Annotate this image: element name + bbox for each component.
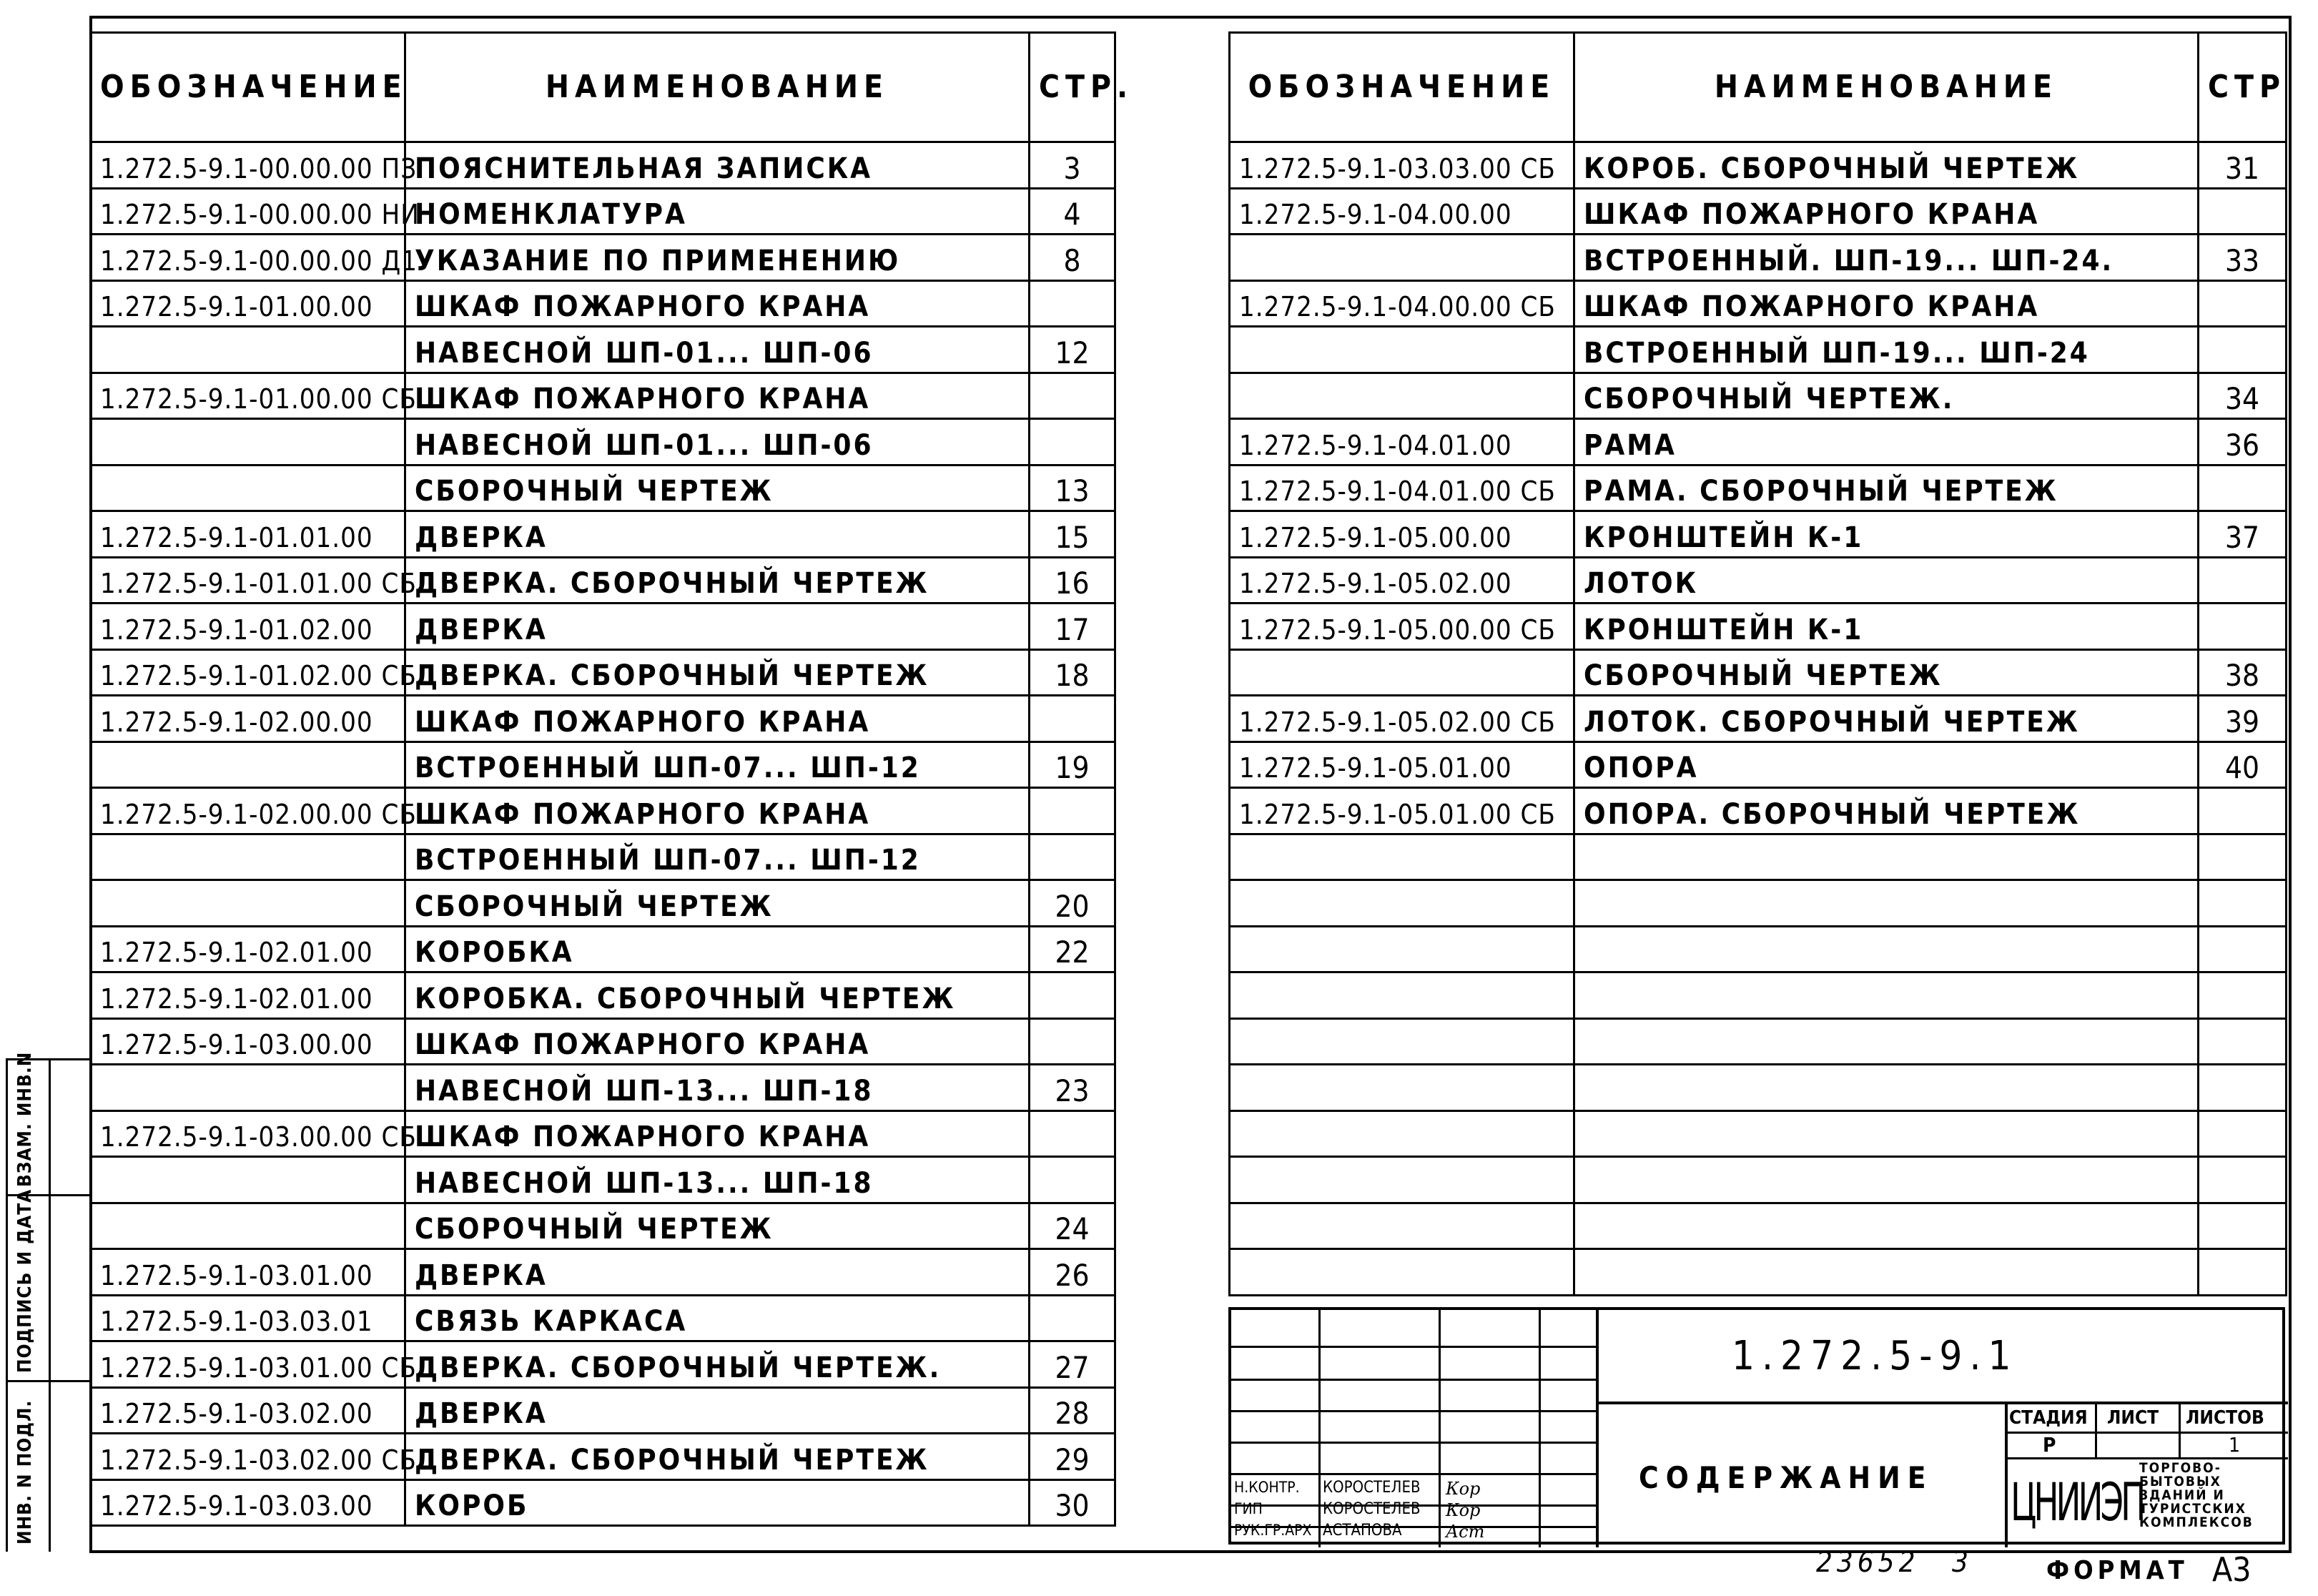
toc-row: [91, 142, 1115, 189]
row-page: 8: [1030, 235, 1115, 281]
row-designation: [1230, 1065, 1574, 1111]
row-page: [1030, 972, 1115, 1019]
signer-signature: Аст: [1446, 1522, 1485, 1542]
row-designation: 1.272.5-9.1-03.02.00: [91, 1387, 405, 1434]
row-name: ДВЕРКА: [405, 511, 1030, 558]
row-page: [1030, 1110, 1115, 1157]
toc-row: [1230, 926, 2287, 972]
row-name: СБОРОЧНЫЙ ЧЕРТЕЖ: [1574, 649, 2199, 696]
row-page: 15: [1030, 511, 1115, 558]
row-designation: 1.272.5-9.1-03.03.00: [91, 1479, 405, 1526]
toc-row: [1230, 788, 2287, 834]
toc-row: [91, 1341, 1115, 1388]
row-designation: [91, 1157, 405, 1203]
toc-row: [1230, 880, 2287, 927]
row-name: РАМА: [1574, 419, 2199, 466]
approval-strip: [6, 1051, 92, 1552]
toc-table-right: [1228, 31, 2287, 1296]
row-page: [2199, 604, 2287, 650]
row-name: [1574, 1249, 2199, 1296]
row-name: [1574, 880, 2199, 927]
row-designation: 1.272.5-9.1-03.00.00: [91, 1018, 405, 1065]
row-page: [1030, 419, 1115, 466]
row-name: УКАЗАНИЕ ПО ПРИМЕНЕНИЮ: [405, 235, 1030, 281]
row-name: ШКАФ ПОЖАРНОГО КРАНА: [405, 373, 1030, 419]
toc-body-left: [91, 142, 1115, 1526]
row-name: СБОРОЧНЫЙ ЧЕРТЕЖ: [405, 465, 1030, 511]
toc-row: [91, 1387, 1115, 1434]
row-name: ВСТРОЕННЫЙ ШП-07... ШП-12: [405, 742, 1030, 788]
toc-row: [1230, 1249, 2287, 1296]
row-designation: 1.272.5-9.1-01.02.00: [91, 604, 405, 650]
row-page: 29: [1030, 1434, 1115, 1480]
row-designation: 1.272.5-9.1-03.03.00 СБ: [1230, 142, 1574, 189]
row-name: ВСТРОЕННЫЙ ШП-07... ШП-12: [405, 834, 1030, 880]
stage-value: Р: [2043, 1433, 2056, 1457]
toc-row: [91, 465, 1115, 511]
row-designation: 1.272.5-9.1-05.02.00: [1230, 557, 1574, 604]
row-page: [2199, 1203, 2287, 1249]
row-name: ДВЕРКА. СБОРОЧНЫЙ ЧЕРТЕЖ.: [405, 1341, 1030, 1388]
row-designation: [91, 419, 405, 466]
row-name: ШКАФ ПОЖАРНОГО КРАНА: [1574, 188, 2199, 235]
toc-row: [1230, 834, 2287, 880]
row-name: СБОРОЧНЫЙ ЧЕРТЕЖ: [405, 1203, 1030, 1249]
row-page: 17: [1030, 604, 1115, 650]
row-page: 4: [1030, 188, 1115, 235]
row-designation: 1.272.5-9.1-01.01.00 СБ: [91, 557, 405, 604]
toc-row: [91, 649, 1115, 696]
row-designation: [1230, 972, 1574, 1019]
row-designation: [1230, 327, 1574, 373]
row-page: [1030, 834, 1115, 880]
row-name: ВСТРОЕННЫЙ ШП-19... ШП-24: [1574, 327, 2199, 373]
toc-row: [1230, 1110, 2287, 1157]
sheet-reference: 3: [1952, 1546, 1968, 1579]
toc-row: [1230, 465, 2287, 511]
row-name: ДВЕРКА. СБОРОЧНЫЙ ЧЕРТЕЖ: [405, 1434, 1030, 1480]
signer-name: КОРОСТЕЛЕВ: [1323, 1479, 1421, 1497]
toc-row: [1230, 188, 2287, 235]
row-designation: 1.272.5-9.1-04.01.00: [1230, 419, 1574, 466]
row-page: 23: [1030, 1065, 1115, 1111]
row-name: НАВЕСНОЙ ШП-01... ШП-06: [405, 419, 1030, 466]
row-designation: 1.272.5-9.1-05.00.00 СБ: [1230, 604, 1574, 650]
org-name-line: ЗДАНИЙ И: [2139, 1487, 2225, 1503]
row-designation: 1.272.5-9.1-02.01.00: [91, 972, 405, 1019]
signer-signature: Кор: [1446, 1500, 1481, 1520]
row-designation: 1.272.5-9.1-00.00.00 ПЗ: [91, 142, 405, 189]
toc-row: [1230, 1203, 2287, 1249]
row-designation: 1.272.5-9.1-02.00.00: [91, 696, 405, 742]
row-page: 37: [2199, 511, 2287, 558]
toc-row: [1230, 649, 2287, 696]
document-code: 1.272.5-9.1: [1732, 1333, 2018, 1379]
row-designation: [1230, 1249, 1574, 1296]
toc-row: [91, 604, 1115, 650]
row-designation: 1.272.5-9.1-03.03.01: [91, 1295, 405, 1341]
header-page: СТР: [2199, 33, 2287, 142]
row-page: 20: [1030, 880, 1115, 927]
row-name: [1574, 1110, 2199, 1157]
row-page: [1030, 280, 1115, 327]
row-page: 18: [1030, 649, 1115, 696]
row-page: [1030, 1018, 1115, 1065]
row-designation: 1.272.5-9.1-01.02.00 СБ: [91, 649, 405, 696]
toc-row: [91, 235, 1115, 281]
row-page: [2199, 1110, 2287, 1157]
row-name: КРОНШТЕЙН К-1: [1574, 604, 2199, 650]
row-page: 22: [1030, 926, 1115, 972]
row-designation: 1.272.5-9.1-05.02.00 СБ: [1230, 696, 1574, 742]
row-designation: [1230, 649, 1574, 696]
row-designation: [91, 327, 405, 373]
row-designation: [1230, 1018, 1574, 1065]
row-designation: 1.272.5-9.1-01.01.00: [91, 511, 405, 558]
row-page: 30: [1030, 1479, 1115, 1526]
row-name: СБОРОЧНЫЙ ЧЕРТЕЖ.: [1574, 373, 2199, 419]
toc-row: [91, 880, 1115, 927]
toc-row: [91, 557, 1115, 604]
row-designation: 1.272.5-9.1-03.01.00: [91, 1249, 405, 1296]
row-name: ОПОРА. СБОРОЧНЫЙ ЧЕРТЕЖ: [1574, 788, 2199, 834]
toc-row: [91, 1203, 1115, 1249]
row-name: ПОЯСНИТЕЛЬНАЯ ЗАПИСКА: [405, 142, 1030, 189]
signer-role: ГИП: [1234, 1500, 1263, 1517]
row-designation: [91, 1203, 405, 1249]
row-page: [1030, 1295, 1115, 1341]
row-page: [2199, 880, 2287, 927]
row-designation: [1230, 373, 1574, 419]
row-name: ШКАФ ПОЖАРНОГО КРАНА: [405, 1018, 1030, 1065]
toc-row: [91, 788, 1115, 834]
row-name: [1574, 1065, 2199, 1111]
row-name: ОПОРА: [1574, 742, 2199, 788]
row-name: ШКАФ ПОЖАРНОГО КРАНА: [405, 696, 1030, 742]
row-designation: [1230, 1157, 1574, 1203]
toc-row: [1230, 280, 2287, 327]
row-designation: 1.272.5-9.1-01.00.00: [91, 280, 405, 327]
toc-row: [1230, 235, 2287, 281]
row-name: ВСТРОЕННЫЙ. ШП-19... ШП-24.: [1574, 235, 2199, 281]
row-page: [2199, 557, 2287, 604]
row-designation: [91, 742, 405, 788]
signers-grid: [1231, 1473, 1596, 1547]
row-page: [2199, 1065, 2287, 1111]
toc-row: [91, 696, 1115, 742]
signer-role: РУК.ГР.АРХ: [1234, 1522, 1312, 1539]
row-page: [1030, 788, 1115, 834]
signer-role: Н.КОНТР.: [1234, 1479, 1300, 1496]
row-name: [1574, 1203, 2199, 1249]
row-page: 34: [2199, 373, 2287, 419]
row-designation: [1230, 926, 1574, 972]
row-page: 39: [2199, 696, 2287, 742]
toc-row: [91, 1157, 1115, 1203]
org-name-line: КОМПЛЕКСОВ: [2139, 1514, 2254, 1530]
row-designation: 1.272.5-9.1-05.00.00: [1230, 511, 1574, 558]
signer-name: АСТАПОВА: [1323, 1522, 1402, 1540]
sheet-label: ЛИСТ: [2107, 1407, 2159, 1429]
row-page: 13: [1030, 465, 1115, 511]
toc-row: [91, 1295, 1115, 1341]
row-page: [2199, 788, 2287, 834]
row-designation: 1.272.5-9.1-01.00.00 СБ: [91, 373, 405, 419]
row-designation: [1230, 834, 1574, 880]
row-designation: 1.272.5-9.1-04.01.00 СБ: [1230, 465, 1574, 511]
row-page: 26: [1030, 1249, 1115, 1296]
org-name-line: БЫТОВЫХ: [2139, 1474, 2221, 1489]
row-name: КОРОБКА. СБОРОЧНЫЙ ЧЕРТЕЖ: [405, 972, 1030, 1019]
header-designation: ОБОЗНАЧЕНИЕ: [91, 33, 405, 142]
toc-row: [91, 327, 1115, 373]
row-page: 19: [1030, 742, 1115, 788]
row-name: КРОНШТЕЙН К-1: [1574, 511, 2199, 558]
row-page: [2199, 1249, 2287, 1296]
strip-cell-border: [6, 1380, 92, 1382]
toc-row: [91, 1479, 1115, 1526]
toc-row: [91, 280, 1115, 327]
row-designation: 1.272.5-9.1-03.02.00 СБ: [91, 1434, 405, 1480]
toc-row: [91, 1249, 1115, 1296]
row-designation: 1.272.5-9.1-00.00.00 НИ: [91, 188, 405, 235]
row-name: ЛОТОК. СБОРОЧНЫЙ ЧЕРТЕЖ: [1574, 696, 2199, 742]
toc-row: [1230, 1018, 2287, 1065]
row-page: 31: [2199, 142, 2287, 189]
row-page: 36: [2199, 419, 2287, 466]
row-name: ДВЕРКА: [405, 1249, 1030, 1296]
toc-row: [1230, 327, 2287, 373]
row-page: 16: [1030, 557, 1115, 604]
row-name: КОРОБКА: [405, 926, 1030, 972]
row-page: [2199, 834, 2287, 880]
row-name: СВЯЗЬ КАРКАСА: [405, 1295, 1030, 1341]
row-name: ДВЕРКА. СБОРОЧНЫЙ ЧЕРТЕЖ: [405, 557, 1030, 604]
format-label: ФОРМАТ: [2046, 1556, 2189, 1585]
inv-vzam-label: ВЗАМ. ИНВ.N: [14, 1051, 36, 1187]
toc-row: [1230, 972, 2287, 1019]
toc-row: [1230, 604, 2287, 650]
toc-header-row: [91, 33, 1115, 142]
toc-row: [91, 373, 1115, 419]
toc-row: [91, 1065, 1115, 1111]
toc-row: [91, 1110, 1115, 1157]
row-designation: 1.272.5-9.1-00.00.00 Д1: [91, 235, 405, 281]
row-name: ШКАФ ПОЖАРНОГО КРАНА: [405, 280, 1030, 327]
row-name: НАВЕСНОЙ ШП-13... ШП-18: [405, 1157, 1030, 1203]
row-designation: 1.272.5-9.1-03.00.00 СБ: [91, 1110, 405, 1157]
row-page: 38: [2199, 649, 2287, 696]
row-page: [2199, 1018, 2287, 1065]
toc-row: [1230, 511, 2287, 558]
toc-row: [1230, 557, 2287, 604]
inv-podl-label: ИНВ. N ПОДЛ.: [14, 1399, 36, 1545]
header-name: НАИМЕНОВАНИЕ: [1574, 33, 2199, 142]
row-page: [1030, 1157, 1115, 1203]
row-name: ДВЕРКА: [405, 604, 1030, 650]
row-page: 28: [1030, 1387, 1115, 1434]
signer-signature: Кор: [1446, 1479, 1481, 1499]
row-designation: 1.272.5-9.1-05.01.00 СБ: [1230, 788, 1574, 834]
toc-row: [1230, 142, 2287, 189]
toc-row: [1230, 373, 2287, 419]
row-designation: 1.272.5-9.1-04.00.00: [1230, 188, 1574, 235]
row-page: 27: [1030, 1341, 1115, 1388]
row-name: [1574, 1157, 2199, 1203]
row-page: [1030, 696, 1115, 742]
row-page: [2199, 188, 2287, 235]
row-designation: 1.272.5-9.1-03.01.00 СБ: [91, 1341, 405, 1388]
org-name-line: ТОРГОВО-: [2139, 1460, 2221, 1476]
toc-row: [91, 188, 1115, 235]
row-designation: 1.272.5-9.1-04.00.00 СБ: [1230, 280, 1574, 327]
row-name: КОРОБ. СБОРОЧНЫЙ ЧЕРТЕЖ: [1574, 142, 2199, 189]
stage-label: СТАДИЯ: [2009, 1407, 2088, 1429]
row-designation: [1230, 1110, 1574, 1157]
row-page: [2199, 465, 2287, 511]
org-name-line: ТУРИСТСКИХ: [2139, 1501, 2247, 1517]
row-designation: 1.272.5-9.1-02.00.00 СБ: [91, 788, 405, 834]
row-page: [2199, 327, 2287, 373]
org-logo: ЦНИИЭП: [2011, 1473, 2144, 1533]
title-block: [1228, 1307, 2285, 1545]
row-designation: [91, 880, 405, 927]
row-designation: [91, 834, 405, 880]
row-designation: [91, 465, 405, 511]
row-name: [1574, 972, 2199, 1019]
strip-divider: [49, 1058, 51, 1552]
header-name: НАИМЕНОВАНИЕ: [405, 33, 1030, 142]
toc-table-left: [89, 31, 1134, 1527]
row-name: ДВЕРКА. СБОРОЧНЫЙ ЧЕРТЕЖ: [405, 649, 1030, 696]
row-name: [1574, 1018, 2199, 1065]
row-page: [2199, 1157, 2287, 1203]
toc-row: [1230, 419, 2287, 466]
format-value: А3: [2212, 1550, 2252, 1589]
row-name: ЛОТОК: [1574, 557, 2199, 604]
toc-row: [91, 834, 1115, 880]
toc-row: [91, 1434, 1115, 1480]
toc-header-row: [1230, 33, 2287, 142]
row-page: 33: [2199, 235, 2287, 281]
sheets-label: ЛИСТОВ: [2186, 1407, 2264, 1429]
row-designation: [1230, 1203, 1574, 1249]
row-name: [1574, 926, 2199, 972]
row-designation: 1.272.5-9.1-05.01.00: [1230, 742, 1574, 788]
row-name: НОМЕНКЛАТУРА: [405, 188, 1030, 235]
archive-number: 23652: [1816, 1546, 1920, 1579]
row-page: [1030, 373, 1115, 419]
toc-row: [91, 1018, 1115, 1065]
toc-row: [1230, 696, 2287, 742]
row-name: НАВЕСНОЙ ШП-13... ШП-18: [405, 1065, 1030, 1111]
row-designation: [1230, 235, 1574, 281]
toc-body-right: [1230, 142, 2287, 1296]
toc-row: [91, 419, 1115, 466]
row-name: КОРОБ: [405, 1479, 1030, 1526]
row-name: РАМА. СБОРОЧНЫЙ ЧЕРТЕЖ: [1574, 465, 2199, 511]
toc-row: [1230, 742, 2287, 788]
row-page: 3: [1030, 142, 1115, 189]
toc-row: [1230, 1157, 2287, 1203]
toc-row: [91, 972, 1115, 1019]
org-name: [2139, 1462, 2254, 1530]
row-designation: [91, 1065, 405, 1111]
row-name: НАВЕСНОЙ ШП-01... ШП-06: [405, 327, 1030, 373]
row-page: 40: [2199, 742, 2287, 788]
sign-date-label: ПОДПИСЬ И ДАТА: [14, 1188, 36, 1373]
toc-row: [91, 742, 1115, 788]
row-designation: 1.272.5-9.1-02.01.00: [91, 926, 405, 972]
row-name: ШКАФ ПОЖАРНОГО КРАНА: [405, 1110, 1030, 1157]
header-page: СТР.: [1030, 33, 1115, 142]
row-page: [2199, 926, 2287, 972]
row-name: [1574, 834, 2199, 880]
row-name: ДВЕРКА: [405, 1387, 1030, 1434]
row-page: [2199, 972, 2287, 1019]
row-page: 24: [1030, 1203, 1115, 1249]
header-designation: ОБОЗНАЧЕНИЕ: [1230, 33, 1574, 142]
row-page: 12: [1030, 327, 1115, 373]
toc-row: [91, 926, 1115, 972]
row-name: СБОРОЧНЫЙ ЧЕРТЕЖ: [405, 880, 1030, 927]
strip-edge: [6, 1058, 8, 1552]
row-designation: [1230, 880, 1574, 927]
toc-row: [91, 511, 1115, 558]
row-name: ШКАФ ПОЖАРНОГО КРАНА: [1574, 280, 2199, 327]
row-page: [2199, 280, 2287, 327]
sheets-value: 1: [2229, 1433, 2241, 1457]
toc-row: [1230, 1065, 2287, 1111]
signer-name: КОРОСТЕЛЕВ: [1323, 1500, 1421, 1518]
row-name: ШКАФ ПОЖАРНОГО КРАНА: [405, 788, 1030, 834]
document-title: СОДЕРЖАНИЕ: [1639, 1460, 1933, 1495]
